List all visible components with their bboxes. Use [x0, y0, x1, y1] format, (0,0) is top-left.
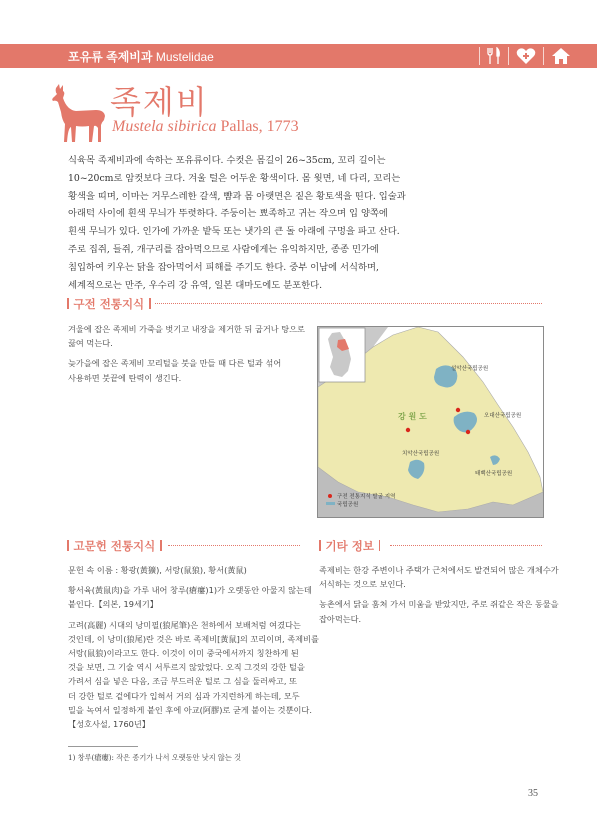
distribution-map [317, 326, 544, 518]
heading-bar [319, 540, 321, 551]
text-line: 것을 보면, 그 기술 역시 서투르지 않았었다. 오직 그것의 강한 털을 [68, 662, 305, 673]
intro-line: 흰색 무늬가 있다. 인가에 가까운 밭둑 또는 냇가의 큰 돌 아래에 구멍을 파고 산다. [68, 226, 400, 238]
header-icons [472, 45, 571, 67]
text-line: 가려서 심을 넣은 다음, 조금 부드러운 털로 그 심을 둘러싸고, 또 [68, 676, 297, 687]
section-heading-classic-label: 고문헌 전통지식 [73, 539, 156, 553]
section-body-other [319, 563, 559, 632]
intro-line: 침입하여 키우는 닭을 잡아먹어서 피해를 주기도 한다. 중부 이남에 서식하며, [68, 261, 379, 273]
scientific-name: Mustela sibirica [112, 118, 217, 135]
species-title-scientific [112, 118, 299, 136]
map-legend-sites: 구전 전통지식 발굴 지역 [337, 494, 396, 500]
map-label-park: 설악산국립공원 [451, 366, 489, 372]
section-heading-oral-label: 구전 전통지식 [73, 297, 145, 311]
text-line: 황서육(黃鼠肉)을 가루 내어 창루(瘡瘻)1)가 오랫동안 아물지 않는데 [68, 585, 312, 596]
heart-plus-icon[interactable] [516, 47, 536, 65]
text-line: 끓여 먹는다. [68, 338, 113, 349]
header-category [68, 48, 214, 65]
section-heading-other-label: 기타 정보 [325, 539, 374, 553]
legend-dot-icon [328, 494, 332, 498]
intro-line: 10~20cm로 암컷보다 크다. 겨울 털은 어두운 황색이다. 몸 윗면, 네 다리, 꼬리는 [68, 172, 401, 184]
intro-line: 세계적으로는 만주, 우수리 강 유역, 일본 대마도에도 분포한다. [68, 279, 323, 291]
section-divider [155, 303, 542, 304]
map-site-dot [456, 408, 460, 412]
text-line: 사용하면 붓끝에 탄력이 생긴다. [68, 372, 182, 383]
footnote-divider [68, 746, 138, 747]
intro-line: 아래턱 사이에 흰색 무늬가 뚜렷하다. 주둥이는 뾰족하고 귀는 작으며 입 양쪽에 [68, 208, 388, 220]
utensils-icon[interactable] [487, 47, 501, 65]
page-number: 35 [528, 788, 538, 799]
oral-paragraph [68, 322, 305, 350]
section-divider [168, 545, 300, 546]
text-line: 늦가을에 잡은 족제비 꼬리털을 붓을 만들 때 다른 털과 섞어 [68, 358, 282, 369]
header-category-korean: 포유류 족제비과 [68, 50, 153, 64]
classic-paragraph [68, 618, 319, 732]
classic-paragraph [68, 583, 319, 611]
home-icon[interactable] [551, 47, 571, 65]
heading-bar [67, 540, 69, 551]
other-paragraph [319, 563, 559, 591]
section-heading-classic [62, 538, 167, 554]
footnote: 1) 창루(瘡瘻): 작은 종기가 나서 오랫동안 낫지 않는 것 [68, 753, 242, 762]
text-line: 밀을 녹여서 일정하게 붙인 후에 아교(阿膠)로 굳게 붙이는 것뿐이다. [68, 704, 312, 715]
map-label-park: 오대산국립공원 [484, 413, 522, 419]
header-family-latin: Mustelidae [155, 50, 214, 64]
other-paragraph [319, 597, 559, 625]
section-body-classic [68, 563, 319, 737]
text-line: 문헌 속 이름 : 황광(黃獷), 서랑(鼠狼), 황서(黃鼠) [68, 565, 247, 575]
section-divider [390, 545, 542, 546]
heading-bar [67, 298, 69, 309]
map-region-label: 강 원 도 [398, 412, 427, 421]
text-line: 것인데, 이 낭미(狼尾)란 것은 바로 족제비[黃鼠]의 꼬리이며, 족제비를 [68, 633, 319, 644]
intro-line: 주로 집쥐, 들쥐, 개구리를 잡아먹으므로 사람에게는 유익하지만, 종종 민가에 [68, 243, 379, 255]
deer-silhouette-icon [50, 82, 108, 144]
intro-paragraph [68, 152, 406, 294]
author-year: Pallas, 1773 [220, 118, 299, 135]
heading-bar [160, 540, 162, 551]
text-line: 【성호사설, 1760년】 [68, 719, 150, 730]
section-heading-other [314, 538, 385, 554]
heading-bar [149, 298, 151, 309]
intro-line: 식육목 족제비과에 속하는 포유류이다. 수컷은 몸길이 26~35cm, 꼬리 길이는 [68, 155, 386, 166]
header-divider [508, 47, 509, 65]
legend-park-icon [326, 502, 335, 505]
header-divider [479, 47, 480, 65]
oral-paragraph [68, 356, 305, 384]
text-line: 족제비는 한강 주변이나 주택가 근처에서도 발견되어 많은 개체수가 [319, 565, 559, 575]
text-line: 농촌에서 닭을 훔쳐 가서 미움을 받았지만, 주로 쥐같은 작은 동물을 [319, 599, 559, 610]
species-title-korean: 족제비 [110, 83, 209, 121]
map-legend-parks: 국립공원 [337, 502, 359, 508]
text-line: 더 강한 털로 겉에다가 입혀서 거의 심과 가지런하게 하는데, 모두 [68, 690, 300, 701]
map-label-park: 태백산국립공원 [475, 471, 513, 477]
classic-paragraph [68, 563, 319, 577]
text-line: 붙인다.【의본, 19세기】 [68, 599, 158, 610]
map-graphic [318, 327, 543, 517]
section-heading-oral [62, 296, 156, 312]
text-line: 겨울에 잡은 족제비 가죽을 벗기고 내장을 제거한 뒤 굽거나 탕으로 [68, 324, 305, 334]
section-body-oral [68, 322, 305, 391]
map-site-dot [466, 430, 470, 434]
heading-bar [379, 540, 381, 551]
text-line: 고려(高麗) 시대의 낭미필(狼尾筆)은 천하에서 보배처럼 여겼다는 [68, 619, 301, 630]
text-line: 서랑(鼠狼)이라고도 한다. 이것이 이미 중국에서까지 칭찬하게 된 [68, 648, 299, 659]
text-line: 잡아먹는다. [319, 613, 362, 624]
map-label-park: 치악산국립공원 [402, 451, 440, 457]
text-line: 서식하는 것으로 보인다. [319, 579, 406, 590]
header-divider [543, 47, 544, 65]
intro-line: 황색을 띠며, 이마는 거무스레한 갈색, 뺨과 몸 아랫면은 짙은 황토색을 띤다. 입술과 [68, 190, 406, 202]
map-site-dot [406, 428, 410, 432]
